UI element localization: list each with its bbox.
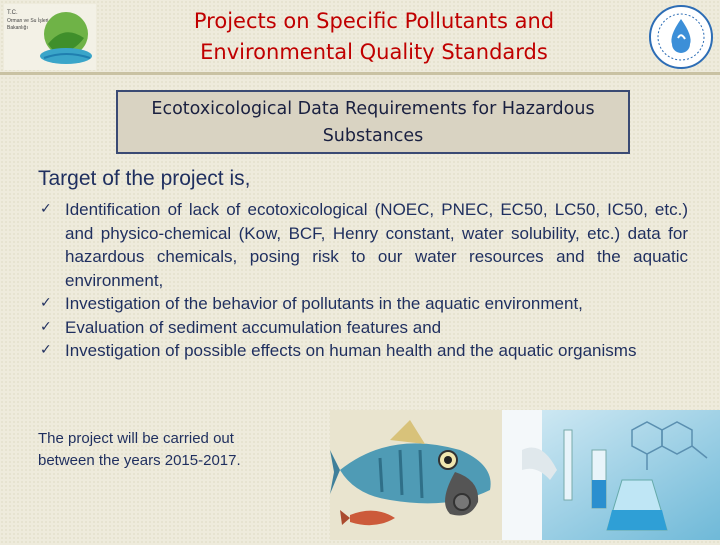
subtitle-box xyxy=(116,90,630,154)
checkmark-icon: ✓ xyxy=(40,342,52,358)
title-divider xyxy=(0,72,720,75)
project-period-note xyxy=(38,428,298,472)
list-item xyxy=(40,339,688,363)
fish-gas-mask-illustration xyxy=(330,410,520,540)
objectives-list xyxy=(40,198,688,363)
checkmark-icon: ✓ xyxy=(40,201,52,217)
title-line-1: Projects on Specific Pollutants and xyxy=(193,9,555,33)
subtitle-line-2: Substances xyxy=(322,126,424,146)
logo-text-3: Bakanlığı xyxy=(7,25,28,31)
list-item-text: Evaluation of sediment accumulation features and xyxy=(65,317,442,337)
logo-text-2: Orman ve Su İşleri xyxy=(7,18,49,24)
list-item xyxy=(40,292,688,316)
page-title xyxy=(100,6,648,68)
intro-text: Target of the project is, xyxy=(38,167,251,190)
subtitle-line-1: Ecotoxicological Data Requirements for Hazardous xyxy=(151,99,595,119)
water-authority-logo-right xyxy=(648,4,714,70)
note-line-2: between the years 2015-2017. xyxy=(38,452,241,469)
logo-text-1: T.C. xyxy=(7,10,18,16)
note-line-1: The project will be carried out xyxy=(38,430,234,447)
list-item xyxy=(40,198,688,292)
list-item-text: Investigation of possible effects on human health and the aquatic organisms xyxy=(65,341,637,360)
checkmark-icon: ✓ xyxy=(40,295,52,311)
list-item-text: Investigation of the behavior of pollutants in the aquatic environment, xyxy=(65,294,583,313)
list-item xyxy=(40,316,688,340)
title-line-2: Environmental Quality Standards xyxy=(200,40,548,64)
ministry-logo-left xyxy=(4,4,96,70)
checkmark-icon: ✓ xyxy=(40,318,52,335)
laboratory-photo xyxy=(502,410,720,540)
list-item-text: Identification of lack of ecotoxicological (NOEC, PNEC, EC50, LC50, IC50, etc.) and physico-chemical (Kow, BCF, Henry constant, water solubility, etc.) data for hazardous chemicals, posing risk to our water resources and the aquatic environment, xyxy=(65,200,688,290)
